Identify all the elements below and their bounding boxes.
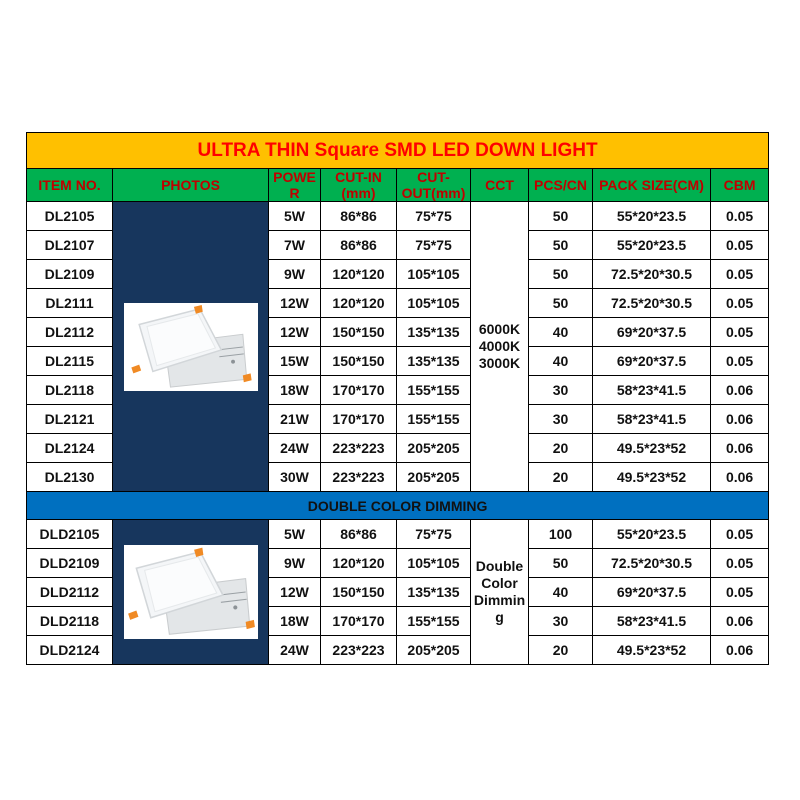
pcs-cn-cell: 40 [529, 347, 593, 376]
cut-out-cell: 155*155 [397, 376, 471, 405]
header-cutout-line1: CUT- [417, 169, 450, 185]
pcs-cn-cell: 30 [529, 376, 593, 405]
cut-in-cell: 150*150 [321, 578, 397, 607]
header-cutin-line1: CUT-IN [335, 169, 382, 185]
header-item-no: ITEM NO. [27, 169, 113, 202]
power-cell: 30W [269, 463, 321, 492]
cbm-cell: 0.05 [711, 318, 769, 347]
pcs-cn-cell: 50 [529, 289, 593, 318]
photo-cell [113, 520, 269, 665]
cut-out-cell: 75*75 [397, 231, 471, 260]
cbm-cell: 0.06 [711, 636, 769, 665]
header-pack-size: PACK SIZE(CM) [593, 169, 711, 202]
cct-line: Dimmin [473, 592, 526, 608]
cct-line: Double [475, 558, 524, 574]
item-no-cell: DL2112 [27, 318, 113, 347]
power-cell: 9W [269, 260, 321, 289]
cut-out-cell: 105*105 [397, 549, 471, 578]
pcs-cn-cell: 50 [529, 260, 593, 289]
power-cell: 18W [269, 376, 321, 405]
pcs-cn-cell: 30 [529, 405, 593, 434]
header-cbm: CBM [711, 169, 769, 202]
power-cell: 12W [269, 289, 321, 318]
power-cell: 12W [269, 318, 321, 347]
pack-size-cell: 69*20*37.5 [593, 347, 711, 376]
cut-out-cell: 155*155 [397, 405, 471, 434]
pack-size-cell: 49.5*23*52 [593, 636, 711, 665]
power-cell: 24W [269, 434, 321, 463]
pack-size-cell: 72.5*20*30.5 [593, 289, 711, 318]
pack-size-cell: 58*23*41.5 [593, 607, 711, 636]
cut-in-cell: 86*86 [321, 202, 397, 231]
power-cell: 7W [269, 231, 321, 260]
product-photo [124, 303, 258, 391]
cut-in-cell: 150*150 [321, 318, 397, 347]
pcs-cn-cell: 40 [529, 578, 593, 607]
item-no-cell: DL2107 [27, 231, 113, 260]
table-title: ULTRA THIN Square SMD LED DOWN LIGHT [27, 133, 769, 169]
cct-cell [471, 202, 529, 492]
cbm-cell: 0.06 [711, 405, 769, 434]
header-pcs-cn: PCS/CN [529, 169, 593, 202]
pack-size-cell: 49.5*23*52 [593, 463, 711, 492]
item-no-cell: DL2105 [27, 202, 113, 231]
pack-size-cell: 49.5*23*52 [593, 434, 711, 463]
pack-size-cell: 58*23*41.5 [593, 405, 711, 434]
cct-line: 4000K [478, 338, 521, 354]
cut-in-cell: 223*223 [321, 463, 397, 492]
power-cell: 12W [269, 578, 321, 607]
item-no-cell: DL2124 [27, 434, 113, 463]
table-row [27, 520, 769, 549]
cut-in-cell: 170*170 [321, 607, 397, 636]
pcs-cn-cell: 20 [529, 636, 593, 665]
pcs-cn-cell: 100 [529, 520, 593, 549]
header-power-line1: POWE [273, 169, 316, 185]
cut-in-cell: 150*150 [321, 347, 397, 376]
cut-in-cell: 120*120 [321, 549, 397, 578]
cut-out-cell: 75*75 [397, 202, 471, 231]
item-no-cell: DLD2118 [27, 607, 113, 636]
cut-in-cell: 120*120 [321, 260, 397, 289]
item-no-cell: DL2109 [27, 260, 113, 289]
cut-in-cell: 170*170 [321, 405, 397, 434]
pcs-cn-cell: 50 [529, 549, 593, 578]
cbm-cell: 0.05 [711, 202, 769, 231]
cct-line: 6000K [478, 321, 521, 337]
led-panel-image [124, 545, 258, 639]
cut-in-cell: 223*223 [321, 434, 397, 463]
cut-out-cell: 205*205 [397, 434, 471, 463]
pack-size-cell: 55*20*23.5 [593, 520, 711, 549]
header-photos: PHOTOS [113, 169, 269, 202]
cbm-cell: 0.05 [711, 289, 769, 318]
cbm-cell: 0.06 [711, 607, 769, 636]
pcs-cn-cell: 30 [529, 607, 593, 636]
cct-line: g [495, 609, 504, 625]
cbm-cell: 0.06 [711, 376, 769, 405]
pcs-cn-cell: 50 [529, 231, 593, 260]
item-no-cell: DL2111 [27, 289, 113, 318]
cct-line: 3000K [478, 355, 521, 371]
header-power [269, 169, 321, 202]
cut-in-cell: 86*86 [321, 231, 397, 260]
cbm-cell: 0.05 [711, 520, 769, 549]
power-cell: 24W [269, 636, 321, 665]
photo-cell [113, 202, 269, 492]
pack-size-cell: 72.5*20*30.5 [593, 549, 711, 578]
power-cell: 5W [269, 520, 321, 549]
header-cut-out [397, 169, 471, 202]
power-cell: 5W [269, 202, 321, 231]
pcs-cn-cell: 20 [529, 434, 593, 463]
cbm-cell: 0.05 [711, 578, 769, 607]
header-power-line2: R [289, 185, 300, 201]
item-no-cell: DL2121 [27, 405, 113, 434]
cut-in-cell: 170*170 [321, 376, 397, 405]
header-cutin-line2: (mm) [341, 185, 376, 201]
pack-size-cell: 69*20*37.5 [593, 318, 711, 347]
cbm-cell: 0.06 [711, 463, 769, 492]
item-no-cell: DLD2109 [27, 549, 113, 578]
cut-out-cell: 75*75 [397, 520, 471, 549]
cut-in-cell: 120*120 [321, 289, 397, 318]
item-no-cell: DL2118 [27, 376, 113, 405]
header-row [27, 169, 769, 202]
led-panel-image [124, 303, 258, 391]
cut-out-cell: 105*105 [397, 260, 471, 289]
header-cutout-line2: OUT(mm) [401, 185, 466, 201]
cbm-cell: 0.05 [711, 347, 769, 376]
product-photo [124, 545, 258, 639]
power-cell: 9W [269, 549, 321, 578]
cbm-cell: 0.05 [711, 549, 769, 578]
cct-cell [471, 520, 529, 665]
table-row [27, 202, 769, 231]
power-cell: 21W [269, 405, 321, 434]
spec-table [26, 132, 769, 665]
cbm-cell: 0.06 [711, 434, 769, 463]
section-title: DOUBLE COLOR DIMMING [27, 492, 769, 520]
cut-in-cell: 223*223 [321, 636, 397, 665]
header-cct: CCT [471, 169, 529, 202]
cut-out-cell: 205*205 [397, 463, 471, 492]
cut-in-cell: 86*86 [321, 520, 397, 549]
header-cut-in [321, 169, 397, 202]
pack-size-cell: 55*20*23.5 [593, 202, 711, 231]
item-no-cell: DLD2112 [27, 578, 113, 607]
cut-out-cell: 135*135 [397, 578, 471, 607]
section-row [27, 492, 769, 520]
cut-out-cell: 105*105 [397, 289, 471, 318]
power-cell: 15W [269, 347, 321, 376]
item-no-cell: DLD2124 [27, 636, 113, 665]
pcs-cn-cell: 20 [529, 463, 593, 492]
pack-size-cell: 72.5*20*30.5 [593, 260, 711, 289]
cut-out-cell: 135*135 [397, 318, 471, 347]
item-no-cell: DLD2105 [27, 520, 113, 549]
pcs-cn-cell: 50 [529, 202, 593, 231]
cut-out-cell: 205*205 [397, 636, 471, 665]
power-cell: 18W [269, 607, 321, 636]
item-no-cell: DL2115 [27, 347, 113, 376]
pcs-cn-cell: 40 [529, 318, 593, 347]
cut-out-cell: 155*155 [397, 607, 471, 636]
title-row [27, 133, 769, 169]
cct-line: Color [481, 575, 518, 591]
pack-size-cell: 58*23*41.5 [593, 376, 711, 405]
cbm-cell: 0.05 [711, 231, 769, 260]
cbm-cell: 0.05 [711, 260, 769, 289]
cut-out-cell: 135*135 [397, 347, 471, 376]
item-no-cell: DL2130 [27, 463, 113, 492]
pack-size-cell: 55*20*23.5 [593, 231, 711, 260]
pack-size-cell: 69*20*37.5 [593, 578, 711, 607]
